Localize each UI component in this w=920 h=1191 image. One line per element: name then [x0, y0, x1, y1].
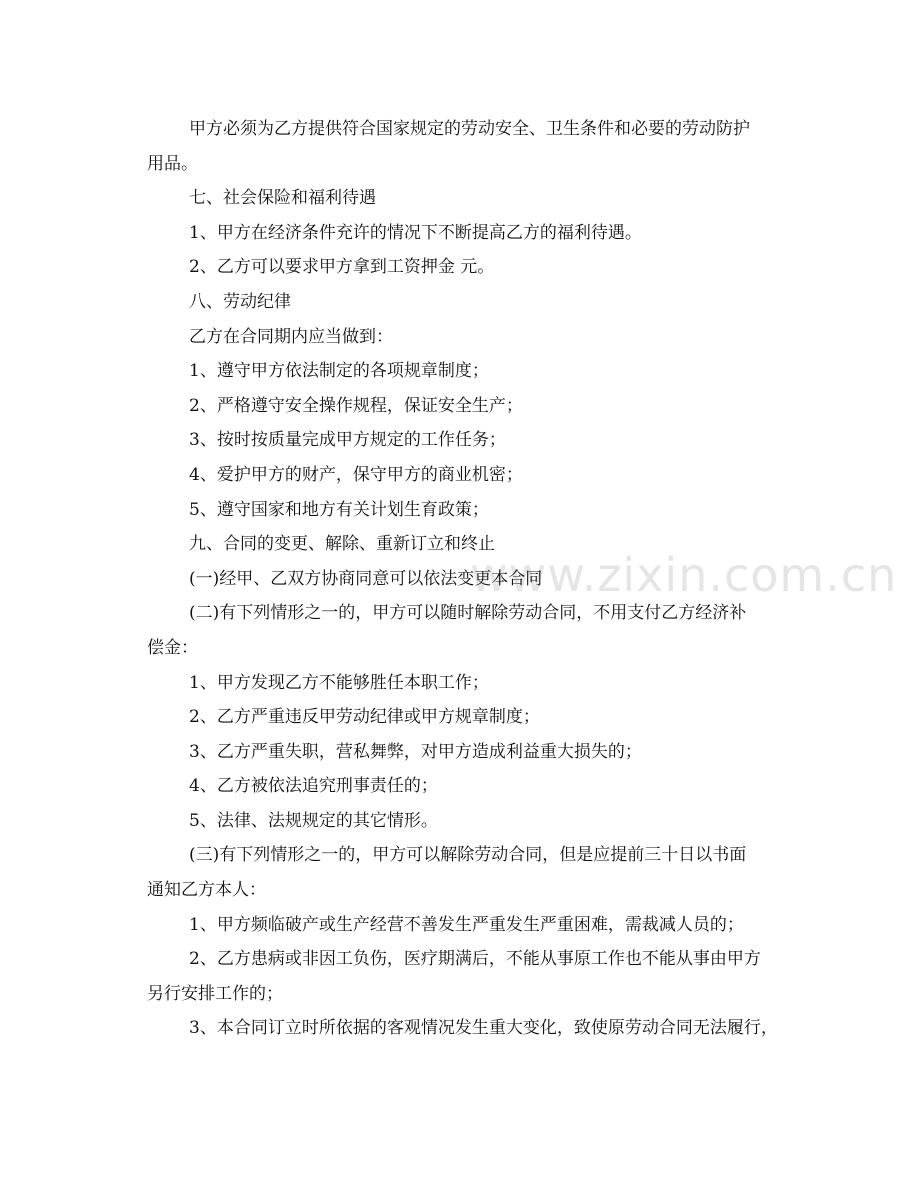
list-item	[147, 354, 797, 389]
heading-text: 九、合同的变更、解除、重新订立和终止	[189, 534, 495, 555]
list-item-text: 1、遵守甲方依法制定的各项规章制度；	[189, 361, 489, 382]
list-item	[147, 458, 797, 493]
list-item-text: 2、乙方患病或非因工负伤，医疗期满后，不能从事原工作也不能从事由甲方	[189, 949, 761, 970]
list-item-text: 1、甲方在经济条件充许的情况下不断提高乙方的福利待遇。	[189, 222, 642, 243]
list-item-text: 3、乙方严重失职，营私舞弊，对甲方造成利益重大损失的；	[189, 741, 642, 762]
subsection-text: (二)有下列情形之一的，甲方可以随时解除劳动合同，不用支付乙方经济补	[189, 603, 747, 624]
list-item	[147, 735, 797, 770]
list-item-text: 5、遵守国家和地方有关计划生育政策；	[189, 499, 489, 520]
paragraph-continuation	[147, 977, 797, 1012]
list-item	[147, 493, 797, 528]
paragraph-text: 偿金：	[147, 637, 198, 658]
list-item-text: 1、甲方发现乙方不能够胜任本职工作；	[189, 672, 489, 693]
paragraph-text: 另行安排工作的；	[147, 983, 283, 1004]
paragraph-continuation	[147, 631, 797, 666]
paragraph-continuation	[147, 873, 797, 908]
paragraph-text: 通知乙方本人：	[147, 880, 266, 901]
section-heading	[147, 181, 797, 216]
list-item-text: 2、乙方严重违反甲劳动纪律或甲方规章制度；	[189, 707, 540, 728]
paragraph-text: 甲方必须为乙方提供符合国家规定的劳动安全、卫生条件和必要的劳动防护	[189, 119, 750, 139]
section-heading	[147, 285, 797, 320]
list-item-text: 5、法律、法规规定的其它情形。	[189, 810, 438, 831]
list-item	[147, 942, 797, 977]
list-item	[147, 908, 797, 943]
paragraph-text: 乙方在合同期内应当做到：	[189, 326, 393, 347]
list-item	[147, 804, 797, 839]
list-item-text: 4、乙方被依法追究刑事责任的；	[189, 776, 438, 797]
list-item	[147, 666, 797, 701]
list-item-text: 2、严格遵守安全操作规程，保证安全生产；	[189, 395, 523, 416]
subsection-text: (一)经甲、乙双方协商同意可以依法变更本合同	[189, 568, 543, 589]
paragraph	[147, 112, 797, 147]
list-item-text: 1、甲方频临破产或生产经营不善发生严重发生严重困难，需裁减人员的；	[189, 914, 744, 935]
list-item-text: 4、爱护甲方的财产，保守甲方的商业机密；	[189, 464, 523, 485]
list-item	[147, 423, 797, 458]
heading-text: 八、劳动纪律	[189, 291, 291, 312]
list-item	[147, 1011, 797, 1046]
subsection	[147, 596, 797, 631]
subsection	[147, 562, 797, 597]
subsection-text: (三)有下列情形之一的，甲方可以解除劳动合同，但是应提前三十日以书面	[189, 845, 747, 866]
list-item	[147, 700, 797, 735]
document-body	[147, 112, 797, 1046]
list-item-text: 3、按时按质量完成甲方规定的工作任务；	[189, 430, 506, 451]
paragraph-continuation	[147, 147, 797, 182]
list-item-text: 3、本合同订立时所依据的客观情况发生重大变化，致使原劳动合同无法履行，	[189, 1018, 778, 1039]
paragraph	[147, 320, 797, 355]
list-item-text: 2、乙方可以要求甲方拿到工资押金 元。	[189, 257, 495, 278]
list-item	[147, 769, 797, 804]
paragraph-text: 用品。	[147, 153, 198, 174]
heading-text: 七、社会保险和福利待遇	[189, 188, 376, 209]
list-item	[147, 389, 797, 424]
subsection	[147, 838, 797, 873]
list-item	[147, 216, 797, 251]
list-item	[147, 250, 797, 285]
watermark: www.zixin.com.cn	[470, 548, 898, 602]
section-heading	[147, 527, 797, 562]
